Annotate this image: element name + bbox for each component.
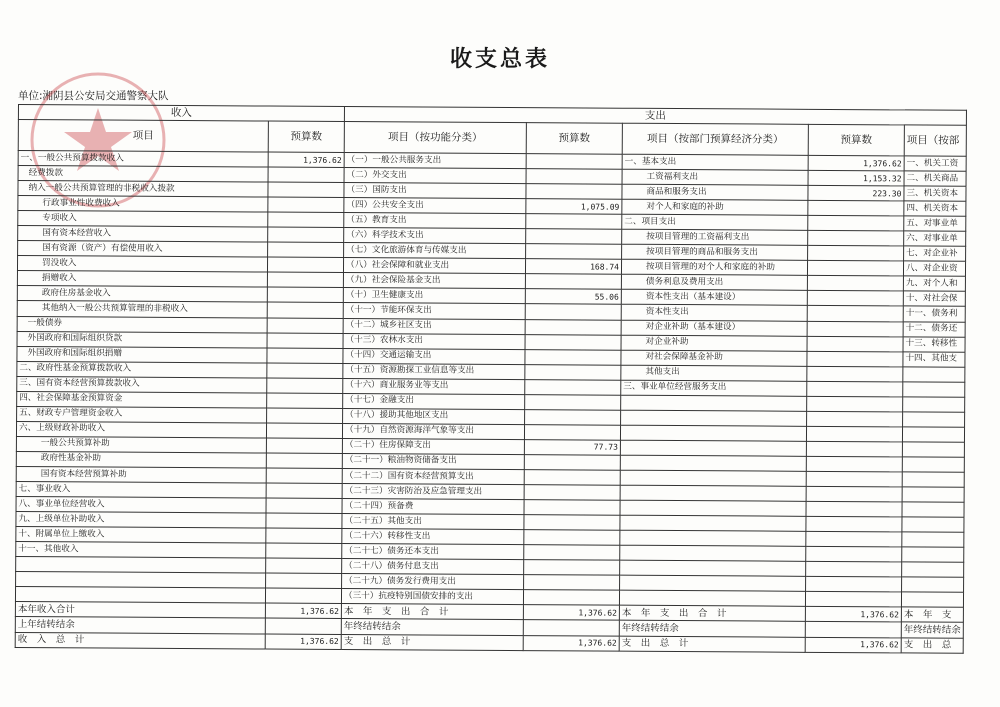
income-budget-header: 预算数 [268,121,344,152]
func-item-cell: （十九）自然资源海洋气象等支出 [342,423,524,439]
func-total-label: 支 出 总 计 [341,634,523,650]
income-item-cell: 政府性基金补助 [16,451,266,468]
econ-item-cell [620,530,806,546]
econ-total-value: 1,376.62 [805,637,901,653]
func-budget-cell [525,274,621,290]
income-item-cell: 四、社会保障基金预算资金 [17,391,267,408]
func-budget-cell [525,334,621,350]
unit-label: 单位: [18,90,43,102]
income-total-value: 1,376.62 [265,634,341,650]
dept-total-label: 支 出 总 [901,637,963,652]
func-budget-cell [525,349,621,365]
dept-item-cell [902,562,964,577]
econ-item-cell: 按项目管理的工资福利支出 [622,229,808,245]
dept-item-cell [902,547,964,562]
dept-item-cell: 五、对事业单 [904,216,966,231]
econ-item-cell: 对个人和家庭的补助 [622,199,808,215]
dept-item-cell: 七、对企业补 [904,246,966,261]
econ-budget-cell [806,471,902,487]
econ-budget-cell [806,486,902,502]
func-item-cell: （十）卫生健康支出 [343,288,525,304]
func-item-cell: （十四）交通运输支出 [343,348,525,364]
econ-budget-cell [808,200,904,216]
income-item-cell: 国有资本经营收入 [18,226,268,243]
income-total-label: 本年收入合计 [15,602,265,619]
func-item-cell: （二十一）粮油物资储备支出 [342,453,524,469]
income-item-cell [15,587,265,604]
func-budget-header: 预算数 [526,123,622,155]
income-item-cell: 十一、其他收入 [16,542,266,559]
income-item-cell: 九、上级单位补助收入 [16,512,266,529]
income-total-value: 1,376.62 [265,603,341,619]
income-budget-cell [267,302,343,318]
econ-item-cell: 对企业补助（基本建设） [621,320,807,336]
econ-budget-cell [807,411,903,427]
econ-budget-header: 预算数 [808,124,904,156]
econ-budget-cell [807,261,903,277]
func-item-cell: （五）教育支出 [344,213,526,229]
dept-item-cell: 三、机关资本 [904,186,966,201]
func-item-cell: （十五）资源勘探工业信息等支出 [343,363,525,379]
func-item-cell: （十八）援助其他地区支出 [343,408,525,424]
func-budget-cell [524,485,620,501]
dept-item-cell [902,577,964,592]
econ-item-cell [620,575,806,591]
func-budget-cell [526,184,622,200]
econ-budget-cell [808,231,904,247]
econ-item-cell [620,560,806,576]
income-budget-cell [267,408,343,424]
econ-budget-cell: 1,376.62 [808,155,904,171]
econ-item-cell: 按项目管理的商品和服务支出 [622,244,808,260]
func-budget-cell [526,214,622,230]
func-budget-cell [525,379,621,395]
func-budget-cell [525,394,621,410]
dept-total-label: 本 年 支 [901,607,963,622]
income-item-cell: 其他纳入一般公共预算管理的非税收入 [17,301,267,318]
econ-budget-cell [808,216,904,232]
income-item-cell: 三、国有资本经营预算拨款收入 [17,376,267,393]
income-budget-cell [267,378,343,394]
econ-item-header: 项目（按部门预算经济分类） [622,123,808,155]
econ-budget-cell [806,531,902,547]
econ-budget-cell [806,516,902,532]
econ-budget-cell [807,306,903,322]
func-budget-cell [524,545,620,561]
econ-item-cell: 债务利息及费用支出 [621,275,807,291]
econ-budget-cell [806,577,902,593]
func-budget-cell [525,409,621,425]
dept-item-cell: 六、对事业单 [904,231,966,246]
income-budget-cell [268,182,344,198]
dept-item-cell: 九、对个人和 [903,276,965,291]
econ-budget-cell [805,592,901,608]
econ-item-cell [620,485,806,501]
func-budget-cell [524,530,620,546]
econ-item-cell: 资本性支出（基本建设） [621,290,807,306]
econ-budget-cell [806,426,902,442]
func-budget-cell [526,154,622,170]
econ-total-value: 1,376.62 [805,607,901,623]
func-item-cell: （十二）城乡社区支出 [343,318,525,334]
income-item-cell: 政府住房基金收入 [17,286,267,303]
income-item-cell: 六、上级财政补助收入 [16,421,266,438]
dept-item-cell: 十四、其他支 [903,352,965,367]
func-item-cell: （二十八）债务付息支出 [342,559,524,575]
func-item-cell: （六）科学技术支出 [344,228,526,244]
income-budget-cell [267,333,343,349]
func-total-value: 1,376.62 [523,605,619,621]
dept-item-header: 项目（按部 [904,125,966,156]
income-header: 收入 [18,105,344,122]
dept-item-cell [903,397,965,412]
unit-name: 湘阴县公安局交通警察大队 [42,90,169,102]
func-item-cell: （三）国防支出 [344,183,526,199]
income-item-cell: 二、政府性基金预算拨款收入 [17,361,267,378]
func-item-cell: （七）文化旅游体育与传媒支出 [344,243,526,259]
func-item-cell: （二十五）其他支出 [342,514,524,530]
func-item-cell: （十七）金融支出 [343,393,525,409]
income-budget-cell [266,453,342,469]
income-budget-cell [266,543,342,559]
dept-item-cell [903,382,965,397]
econ-item-cell: 对社会保障基金补助 [621,350,807,366]
expense-header: 支出 [344,106,966,125]
func-item-cell: （一）一般公共服务支出 [344,152,526,168]
income-item-cell: 十、附属单位上缴收入 [16,527,266,544]
func-total-label: 本 年 支 出 合 计 [341,604,523,620]
income-item-cell: 纳入一般公共预算管理的非税收入拨款 [18,181,268,198]
income-item-cell [16,572,266,589]
econ-item-cell [621,410,807,426]
dept-item-cell [903,412,965,427]
income-item-cell: 七、事业收入 [16,482,266,499]
econ-total-label: 年终结转结余 [619,621,805,637]
func-item-cell: （十六）商业服务业等支出 [343,378,525,394]
dept-item-cell [902,457,964,472]
dept-item-cell: 八、对企业资 [903,261,965,276]
dept-item-cell [902,532,964,547]
income-budget-cell [266,468,342,484]
dept-item-cell: 二、机关商品 [904,171,966,186]
econ-item-cell: 其他支出 [621,365,807,381]
dept-item-cell [901,592,963,607]
func-item-cell: （二）外交支出 [344,168,526,184]
econ-budget-cell [807,381,903,397]
income-budget-cell: 1,376.62 [268,152,344,168]
income-item-cell: 一般公共预算补助 [16,436,266,453]
func-budget-cell: 77.73 [524,439,620,455]
func-item-cell: （九）社会保险基金支出 [343,273,525,289]
income-budget-cell [268,242,344,258]
income-budget-cell [268,212,344,228]
income-budget-cell [267,393,343,409]
dept-item-cell: 十、对社会保 [903,291,965,306]
func-budget-cell [526,169,622,185]
dept-item-cell [903,367,965,382]
econ-item-cell: 资本性支出 [621,305,807,321]
income-item-cell: 一般债券 [17,316,267,333]
func-item-cell: （三十）抗疫特别国债安排的支出 [341,589,523,605]
dept-item-cell: 一、机关工资 [904,156,966,171]
income-budget-cell [267,318,343,334]
income-total-label: 收 入 总 计 [15,632,265,649]
func-budget-cell [526,244,622,260]
dept-item-cell: 四、机关资本 [904,201,966,216]
func-budget-cell [525,364,621,380]
func-budget-cell [524,470,620,486]
econ-item-cell: 工资福利支出 [622,169,808,185]
econ-total-value [805,622,901,638]
econ-total-label: 本 年 支 出 合 计 [619,606,805,622]
econ-budget-cell [806,547,902,563]
func-item-header: 项目（按功能分类） [344,121,526,153]
dept-item-cell [902,427,964,442]
dept-item-cell [902,472,964,487]
func-budget-cell [525,319,621,335]
func-budget-cell [524,560,620,576]
income-budget-cell [265,588,341,604]
income-item-cell [16,557,266,574]
econ-item-cell: 商品和服务支出 [622,184,808,200]
dept-item-cell: 十二、债务还 [903,321,965,336]
econ-item-cell: 按项目管理的对个人和家庭的补助 [621,260,807,276]
func-item-cell: （二十六）转移性支出 [342,529,524,545]
income-item-header: 项目 [18,120,268,153]
func-item-cell: （十三）农林水支出 [343,333,525,349]
econ-budget-cell: 1,153.32 [808,170,904,186]
income-budget-cell [267,348,343,364]
income-budget-cell [268,167,344,183]
dept-total-label: 年终结转结余 [901,622,963,637]
income-budget-cell [266,498,342,514]
econ-budget-cell [806,456,902,472]
func-item-cell: （二十三）灾害防治及应急管理支出 [342,484,524,500]
income-budget-cell [266,423,342,439]
dept-item-cell [902,442,964,457]
func-item-cell: （八）社会保障和就业支出 [343,258,525,274]
page-title: 收支总表 [449,47,550,72]
econ-budget-cell [806,562,902,578]
func-total-label: 年终结转结余 [341,619,523,635]
econ-budget-cell [806,441,902,457]
income-budget-cell [266,558,342,574]
econ-item-cell [621,395,807,411]
econ-item-cell [620,500,806,516]
income-item-cell: 外国政府和国际组织贷款 [17,331,267,348]
income-budget-cell [266,438,342,454]
econ-item-cell [619,591,805,607]
econ-budget-cell [807,291,903,307]
econ-item-cell [620,455,806,471]
econ-budget-cell: 223.30 [808,185,904,201]
econ-item-cell [620,545,806,561]
func-budget-cell [524,515,620,531]
func-budget-cell [523,590,619,606]
econ-budget-cell [806,501,902,517]
econ-budget-cell [808,246,904,262]
income-item-cell: 行政事业性收费收入 [18,196,268,213]
econ-item-cell [620,470,806,486]
income-item-cell: 五、财政专户管理资金收入 [17,406,267,423]
income-item-cell: 罚没收入 [17,256,267,273]
dept-item-cell [902,517,964,532]
income-budget-cell [268,197,344,213]
income-budget-cell [266,573,342,589]
func-item-cell: （二十二）国有资本经营预算支出 [342,468,524,484]
dept-item-cell: 十一、债务利 [903,306,965,321]
econ-item-cell: 二、项目支出 [622,214,808,230]
income-budget-cell [267,272,343,288]
func-budget-cell [524,455,620,471]
econ-item-cell [620,440,806,456]
econ-budget-cell [807,336,903,352]
income-budget-cell [267,287,343,303]
income-expense-summary-table [15,104,967,653]
income-budget-cell [266,513,342,529]
econ-budget-cell [807,321,903,337]
func-total-value: 1,376.62 [523,635,619,651]
func-item-cell: （二十四）预备费 [342,499,524,515]
func-budget-cell [525,304,621,320]
econ-budget-cell [807,396,903,412]
econ-total-label: 支 出 总 计 [619,636,805,652]
func-item-cell: （四）公共安全支出 [344,198,526,214]
income-item-cell: 经费拨款 [18,166,268,183]
func-budget-cell: 168.74 [525,259,621,275]
income-budget-cell [267,257,343,273]
func-item-cell: （十一）节能环保支出 [343,303,525,319]
func-budget-cell [524,575,620,591]
income-item-cell: 专项收入 [18,211,268,228]
func-budget-cell [526,229,622,245]
econ-item-cell [620,425,806,441]
income-total-value [265,618,341,634]
func-budget-cell [524,500,620,516]
econ-budget-cell [807,276,903,292]
econ-item-cell: 对企业补助 [621,335,807,351]
dept-item-cell: 十三、转移性 [903,336,965,351]
income-item-cell: 八、事业单位经营收入 [16,497,266,514]
econ-item-cell: 一、基本支出 [622,154,808,170]
func-budget-cell: 55.06 [525,289,621,305]
income-item-cell: 国有资源（资产）有偿使用收入 [18,241,268,258]
income-total-label: 上年结转结余 [15,617,265,634]
func-item-cell: （二十九）债务发行费用支出 [342,574,524,590]
income-budget-cell [266,528,342,544]
income-item-cell: 外国政府和国际组织捐赠 [17,346,267,363]
econ-item-cell: 三、事业单位经营服务支出 [621,380,807,396]
income-item-cell: 捐赠收入 [17,271,267,288]
income-budget-cell [268,227,344,243]
income-budget-cell [267,363,343,379]
dept-item-cell [902,487,964,502]
dept-item-cell [902,502,964,517]
func-budget-cell: 1,075.09 [526,199,622,215]
func-budget-cell [524,424,620,440]
func-item-cell: （二十七）债务还本支出 [342,544,524,560]
func-item-cell: （二十）住房保障支出 [342,438,524,454]
income-item-cell: 国有资本经营预算补助 [16,466,266,483]
econ-budget-cell [807,351,903,367]
income-item-cell: 一、一般公共预算拨款收入 [18,151,268,168]
unit-line [18,88,169,103]
econ-item-cell [620,515,806,531]
income-budget-cell [266,483,342,499]
econ-budget-cell [807,366,903,382]
func-total-value [523,620,619,636]
